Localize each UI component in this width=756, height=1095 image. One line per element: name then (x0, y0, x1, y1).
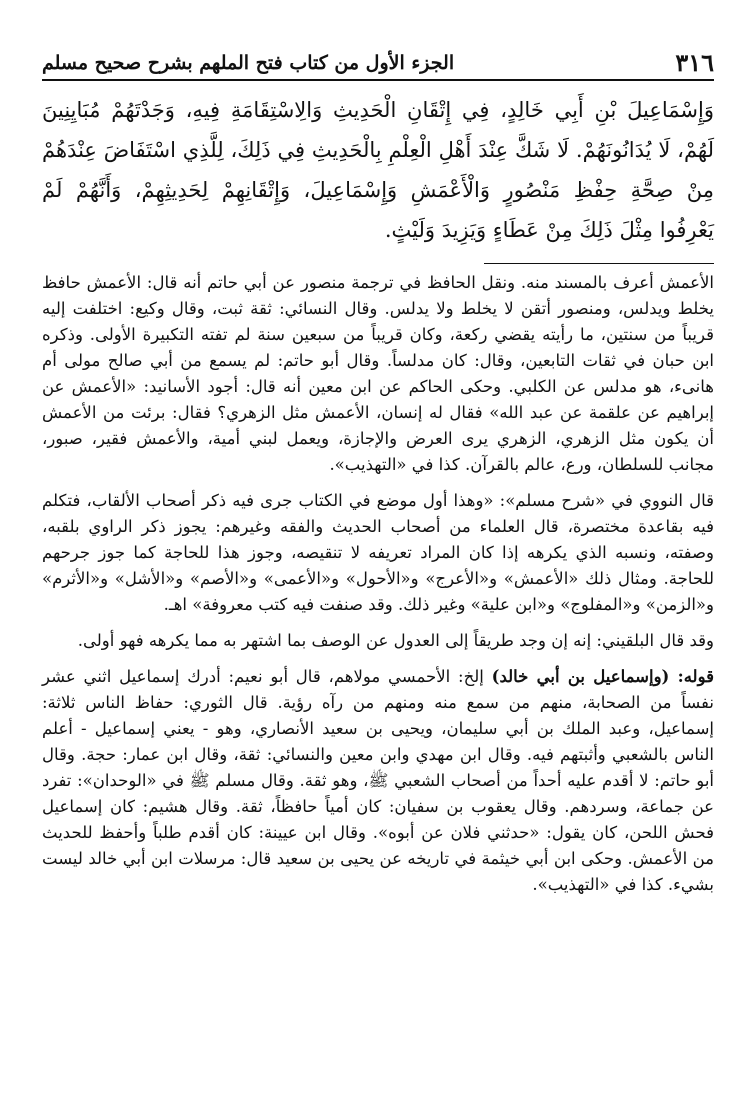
commentary (42, 270, 714, 908)
running-title: الجزء الأول من كتاب فتح الملهم بشرح صحيح مسلم (42, 52, 455, 74)
page-header (42, 42, 714, 78)
commentary-paragraph-2 (42, 488, 714, 618)
commentary-paragraph-1 (42, 270, 714, 478)
commentary-paragraph-3 (42, 628, 714, 654)
commentary-paragraph-4 (42, 664, 714, 898)
header-rule (42, 79, 714, 81)
commentary-text-1: الأعمش أعرف بالمسند منه. ونقل الحافظ في ترجمة منصور عن أبي حاتم أنه قال: الأعمش حافظ يخلط ويدلس، ومنصور أتقن لا يخلط ولا يدلس. وقال النسائي: ثقة ثبت، وقال وكيع: اختلفت إليه قريباً من سنتين، ما رأيته يقضي ركعة، وكان قريباً من سبعين سنة لم تفته التكبيرة الأولى. وذكره ابن حبان في ثقات التابعين، وقال: كان مدلساً. وقال أبو حاتم: لم يسمع من أبي صالح مولى أم هانىء، هو مدلس عن الكلبي. وحكى الحاكم عن ابن معين أنه قال: أجود الأسانيد: «الأعمش عن إبراهيم عن علقمة عن عبد الله» فقال له إنسان، الأعمش مثل الزهري؟ فقال: برئت من الأعمش أن يكون مثل الزهري، الزهري يرى العرض والإجازة، ويعمل لبني أمية، والأعمش فقير، صبور، مجانب للسلطان، ورع، عالم بالقرآن. كذا في «التهذيب». (42, 273, 714, 474)
commentary-lead: قوله: (وإسماعيل بن أبي خالد) (491, 667, 714, 686)
page-number: ٣١٦ (675, 48, 714, 77)
hadith-text: وَإِسْمَاعِيلَ بْنِ أَبِي خَالِدٍ، فِي إِتْقَانِ الْحَدِيثِ وَالِاسْتِقَامَةِ فِيهِ، وَجَدْتَهُمْ مُبَايِنِينَ لَهُمْ، لَا يُدَانُونَهُمْ. لَا شَكَّ عِنْدَ أَهْلِ الْعِلْمِ بِالْحَدِيثِ فِي ذَلِكَ، لِلَّذِي اسْتَفَاضَ عِنْدَهُمْ مِنْ صِحَّةِ حِفْظِ مَنْصُورٍ وَالْأَعْمَشِ وَإِسْمَاعِيلَ، وَإِتْقَانِهِمْ لِحَدِيثِهِمْ، وَأَنَّهُمْ لَمْ يَعْرِفُوا مِثْلَ ذَلِكَ مِنْ عَطَاءٍ وَيَزِيدَ وَلَيْثٍ. (42, 98, 714, 242)
footnote-separator (484, 263, 714, 264)
commentary-text-3: وقد قال البلقيني: إنه إن وجد طريقاً إلى العدول عن الوصف بما اشتهر به مما يكرهه فهو أولى. (77, 631, 714, 650)
commentary-text-2: قال النووي في «شرح مسلم»: «وهذا أول موضع في الكتاب جرى فيه ذكر أصحاب الألقاب، فتكلم فيه بقاعدة مختصرة، قال العلماء من أصحاب الحديث والفقه وغيرهم: يجوز ذكر الراوي بلقبه، وصفته، ونسبه الذي يكرهه إذا كان المراد تعريفه لا تنقيصه، وجوز هذا للحاجة كما جوز جرحهم للحاجة. ومثال ذلك «الأعمش» و«الأعرج» و«الأحول» و«الأعمى» و«الأصم» و«الأشل» و«الأثرم» و«الزمن» و«المفلوج» و«ابن علية» وغير ذلك. وقد صنفت فيه كتب معروفة» اهـ. (42, 491, 714, 614)
commentary-text-4 (42, 664, 714, 898)
commentary-body-4: إلخ: الأحمسي مولاهم، قال أبو نعيم: أدرك إسماعيل اثني عشر نفساً من الصحابة، منهم من سمع منه ومنهم من رآه رؤية. قال الثوري: حفاظ الناس ثلاثة: إسماعيل، وعبد الملك بن أبي سليمان، ويحيى بن سعيد الأنصاري، وهو - يعني إسماعيل - أعلم الناس بالشعبي وأثبتهم فيه. وقال ابن مهدي وابن معين والنسائي: ثقة، وقال ابن عمار: حجة. وقال أبو حاتم: لا أقدم عليه أحداً من أصحاب الشعبي ﷺ، وهو ثقة. وقال مسلم ﷺ في «الوحدان»: تفرد عن جماعة، وسردهم. وقال يعقوب بن سفيان: كان أمياً حافظاً، ثقة. وقال هشيم: كان إسماعيل فحش اللحن، كان يقول: «حدثني فلان عن أبوه». وقال ابن عيينة: كان أقدم طلباً وأحفظ للحديث من الأعمش. وحكى ابن أبي خيثمة في تاريخه عن يحيى بن سعيد قال: مرسلات ابن أبي خالد ليست بشيء. كذا في «التهذيب». (42, 667, 714, 894)
